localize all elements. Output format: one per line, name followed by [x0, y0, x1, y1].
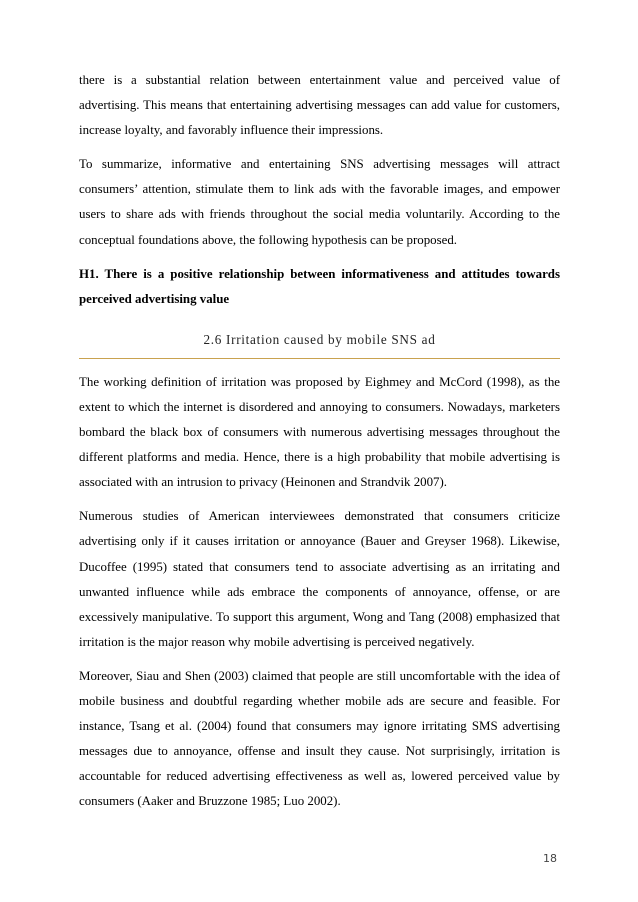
page-content — [79, 68, 560, 814]
hypothesis-h1: H1. There is a positive relationship between informativeness and attitudes towards perceived advertising value — [79, 266, 560, 306]
paragraph-irritation-definition: The working definition of irritation was proposed by Eighmey and McCord (1998), as the extent to which the internet is disordered and annoying to consumers. Nowadays, marketers bombard the black box of consumers with numerous advertising messages throughout the different platforms and media. Hence, there is a high probability that mobile advertising is associated with an intrusion to privacy (Heinonen and Strandvik 2007). — [79, 374, 560, 490]
section-heading — [79, 324, 560, 362]
page-number: 18 — [543, 852, 557, 865]
section-title: 2.6 Irritation caused by mobile SNS ad — [203, 331, 436, 347]
paragraph-mobile-business: Moreover, Siau and Shen (2003) claimed that people are still uncomfortable with the idea of mobile business and doubtful regarding whether mobile ads are secure and feasible. For instance, Tsang et al. (2004) found that consumers may ignore irritating SMS advertising messages due to annoyance, offense and insult they cause. Not surprisingly, irritation is accountable for reduced advertising effectiveness as well as, lowered perceived value by consumers (Aaker and Bruzzone 1985; Luo 2002). — [79, 668, 560, 809]
section-divider — [79, 358, 560, 359]
paragraph-entertainment-value: there is a substantial relation between entertainment value and perceived value of advertising. This means that entertaining advertising messages can add value for customers, increase loyalty, and favorably influence their impressions. — [79, 73, 560, 138]
paragraph-summary: To summarize, informative and entertaining SNS advertising messages will attract consumers’ attention, stimulate them to link ads with the favorable images, and empower users to share ads with friends throughout the social media voluntarily. According to the conceptual foundations above, the following hypothesis can be proposed. — [79, 157, 560, 247]
paragraph-american-studies: Numerous studies of American interviewees demonstrated that consumers criticize advertising only if it causes irritation or annoyance (Bauer and Greyser 1968). Likewise, Ducoffee (1995) stated that consumers tend to associate advertising as an irritating and unwanted influence while ads embrace the components of annoyance, offense, or are excessively manipulative. To support this argument, Wong and Tang (2008) emphasized that irritation is the major reason why mobile advertising is perceived negatively. — [79, 509, 560, 649]
